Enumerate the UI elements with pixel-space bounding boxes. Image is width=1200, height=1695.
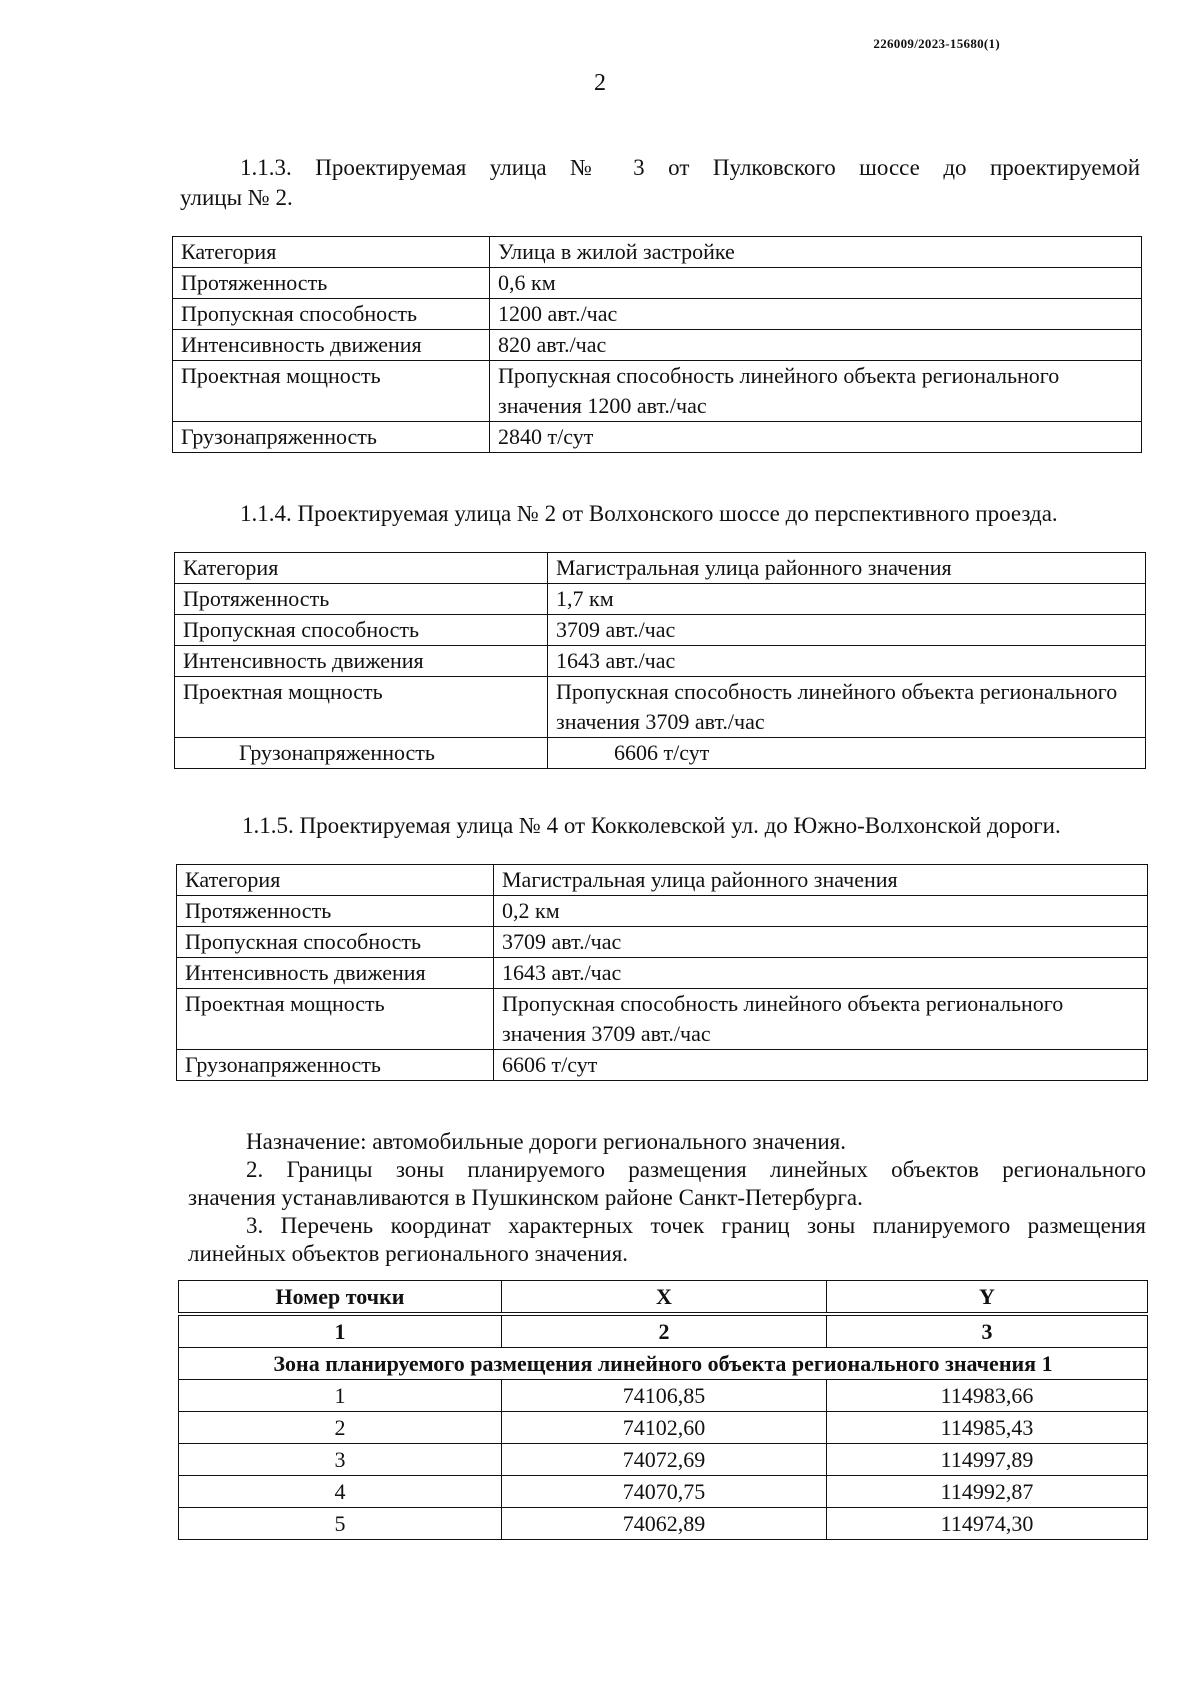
row-value: 1200 авт./час [490, 299, 1142, 330]
table-row [177, 896, 1148, 927]
row-value: Магистральная улица районного значения [494, 865, 1148, 896]
point-y: 114992,87 [827, 1476, 1148, 1508]
column-number: 2 [502, 1316, 827, 1348]
row-value: 0,2 км [494, 896, 1148, 927]
header-y: Y [827, 1281, 1148, 1313]
table-row [173, 237, 1142, 268]
row-value [494, 989, 1148, 1050]
point-y: 114997,89 [827, 1444, 1148, 1476]
row-label: Грузонапряженность [177, 1050, 494, 1081]
row-value: 6606 т/сут [494, 1050, 1148, 1081]
paragraph-3-line2: линейных объектов регионального значения. [188, 1241, 629, 1266]
point-x: 74062,89 [502, 1508, 827, 1540]
row-label: Проектная мощность [177, 989, 494, 1050]
table-row [173, 268, 1142, 299]
spec-table-1-1-4 [174, 552, 1146, 769]
row-label: Категория [177, 865, 494, 896]
row-value: 1643 авт./час [548, 646, 1146, 677]
row-value [548, 677, 1146, 738]
table-row [179, 1508, 1148, 1540]
table-row [175, 646, 1146, 677]
table-row [175, 553, 1146, 584]
column-number: 3 [827, 1316, 1148, 1348]
header-x: X [502, 1281, 827, 1313]
row-label: Категория [175, 553, 548, 584]
section-1-1-4-heading: 1.1.4. Проектируемая улица № 2 от Волхонского шоссе до перспективного проезда. [240, 501, 1058, 526]
row-label: Пропускная способность [177, 927, 494, 958]
row-label: Проектная мощность [175, 677, 548, 738]
point-y: 114985,43 [827, 1412, 1148, 1444]
row-label: Интенсивность движения [175, 646, 548, 677]
table-row [175, 615, 1146, 646]
row-label: Пропускная способность [175, 615, 548, 646]
section-1-1-3-heading: 1.1.3. Проектируемая улица № 3 от Пулковского шоссе до проектируемой [240, 155, 1140, 180]
spec-table-1-1-3 [172, 236, 1142, 453]
table-row [179, 1380, 1148, 1412]
row-label: Интенсивность движения [177, 958, 494, 989]
row-value [490, 361, 1142, 422]
point-x: 74072,69 [502, 1444, 827, 1476]
point-x: 74106,85 [502, 1380, 827, 1412]
table-row [177, 958, 1148, 989]
table-row [179, 1444, 1148, 1476]
table-row [173, 361, 1142, 422]
section-1-1-3-heading-cont: улицы № 2. [180, 185, 293, 210]
table-row [173, 422, 1142, 453]
row-label: Грузонапряженность [175, 738, 548, 769]
row-value: 1643 авт./час [494, 958, 1148, 989]
point-number: 2 [179, 1412, 502, 1444]
table-row [179, 1412, 1148, 1444]
table-row [179, 1476, 1148, 1508]
point-x: 74070,75 [502, 1476, 827, 1508]
point-number: 3 [179, 1444, 502, 1476]
document-number: 226009/2023-15680(1) [873, 36, 1000, 51]
purpose-paragraph: Назначение: автомобильные дороги регионального значения. [246, 1129, 846, 1154]
row-value: 820 авт./час [490, 330, 1142, 361]
row-value: Улица в жилой застройке [490, 237, 1142, 268]
table-row [177, 927, 1148, 958]
header-point-number: Номер точки [179, 1281, 502, 1313]
table-row [175, 738, 1146, 769]
row-value-line2: значения 1200 авт./час [498, 393, 707, 418]
table-row [177, 989, 1148, 1050]
table-row [177, 865, 1148, 896]
column-number: 1 [179, 1316, 502, 1348]
row-value: 0,6 км [490, 268, 1142, 299]
section-1-1-5-heading: 1.1.5. Проектируемая улица № 4 от Кокколевской ул. до Южно-Волхонской дороги. [242, 813, 1061, 838]
zone-title-row [179, 1348, 1148, 1380]
point-number: 4 [179, 1476, 502, 1508]
row-value: 3709 авт./час [548, 615, 1146, 646]
row-value-line1: Пропускная способность линейного объекта регионального [498, 363, 1060, 388]
paragraph-2-line1: 2. Границы зоны планируемого размещения линейных объектов регионального [246, 1157, 1146, 1182]
point-y: 114974,30 [827, 1508, 1148, 1540]
row-label: Протяженность [177, 896, 494, 927]
table-row [175, 677, 1146, 738]
point-number: 1 [179, 1380, 502, 1412]
column-number-row [179, 1316, 1148, 1348]
paragraph-2-line2: значения устанавливаются в Пушкинском районе Санкт-Петербурга. [188, 1185, 863, 1210]
row-label: Проектная мощность [173, 361, 490, 422]
table-header-row [179, 1281, 1148, 1313]
row-label: Пропускная способность [173, 299, 490, 330]
point-number: 5 [179, 1508, 502, 1540]
row-label: Протяженность [175, 584, 548, 615]
table-row [177, 1050, 1148, 1081]
row-value-line1: Пропускная способность линейного объекта регионального [556, 679, 1118, 704]
row-value: 3709 авт./час [494, 927, 1148, 958]
table-row [173, 330, 1142, 361]
row-value-line1: Пропускная способность линейного объекта регионального [502, 991, 1064, 1016]
paragraph-3-line1: 3. Перечень координат характерных точек границ зоны планируемого размещения [246, 1213, 1146, 1238]
table-row [175, 584, 1146, 615]
row-value: 2840 т/сут [490, 422, 1142, 453]
row-value: 6606 т/сут [548, 738, 1146, 769]
spec-table-1-1-5 [176, 864, 1148, 1081]
page-number: 2 [594, 70, 606, 96]
row-label: Грузонапряженность [173, 422, 490, 453]
row-label: Протяженность [173, 268, 490, 299]
coordinates-table [178, 1280, 1148, 1540]
row-label: Интенсивность движения [173, 330, 490, 361]
zone-title: Зона планируемого размещения линейного объекта регионального значения 1 [179, 1348, 1148, 1380]
row-label: Категория [173, 237, 490, 268]
point-y: 114983,66 [827, 1380, 1148, 1412]
table-row [173, 299, 1142, 330]
row-value: Магистральная улица районного значения [548, 553, 1146, 584]
row-value: 1,7 км [548, 584, 1146, 615]
point-x: 74102,60 [502, 1412, 827, 1444]
row-value-line2: значения 3709 авт./час [502, 1021, 711, 1046]
row-value-line2: значения 3709 авт./час [556, 709, 765, 734]
